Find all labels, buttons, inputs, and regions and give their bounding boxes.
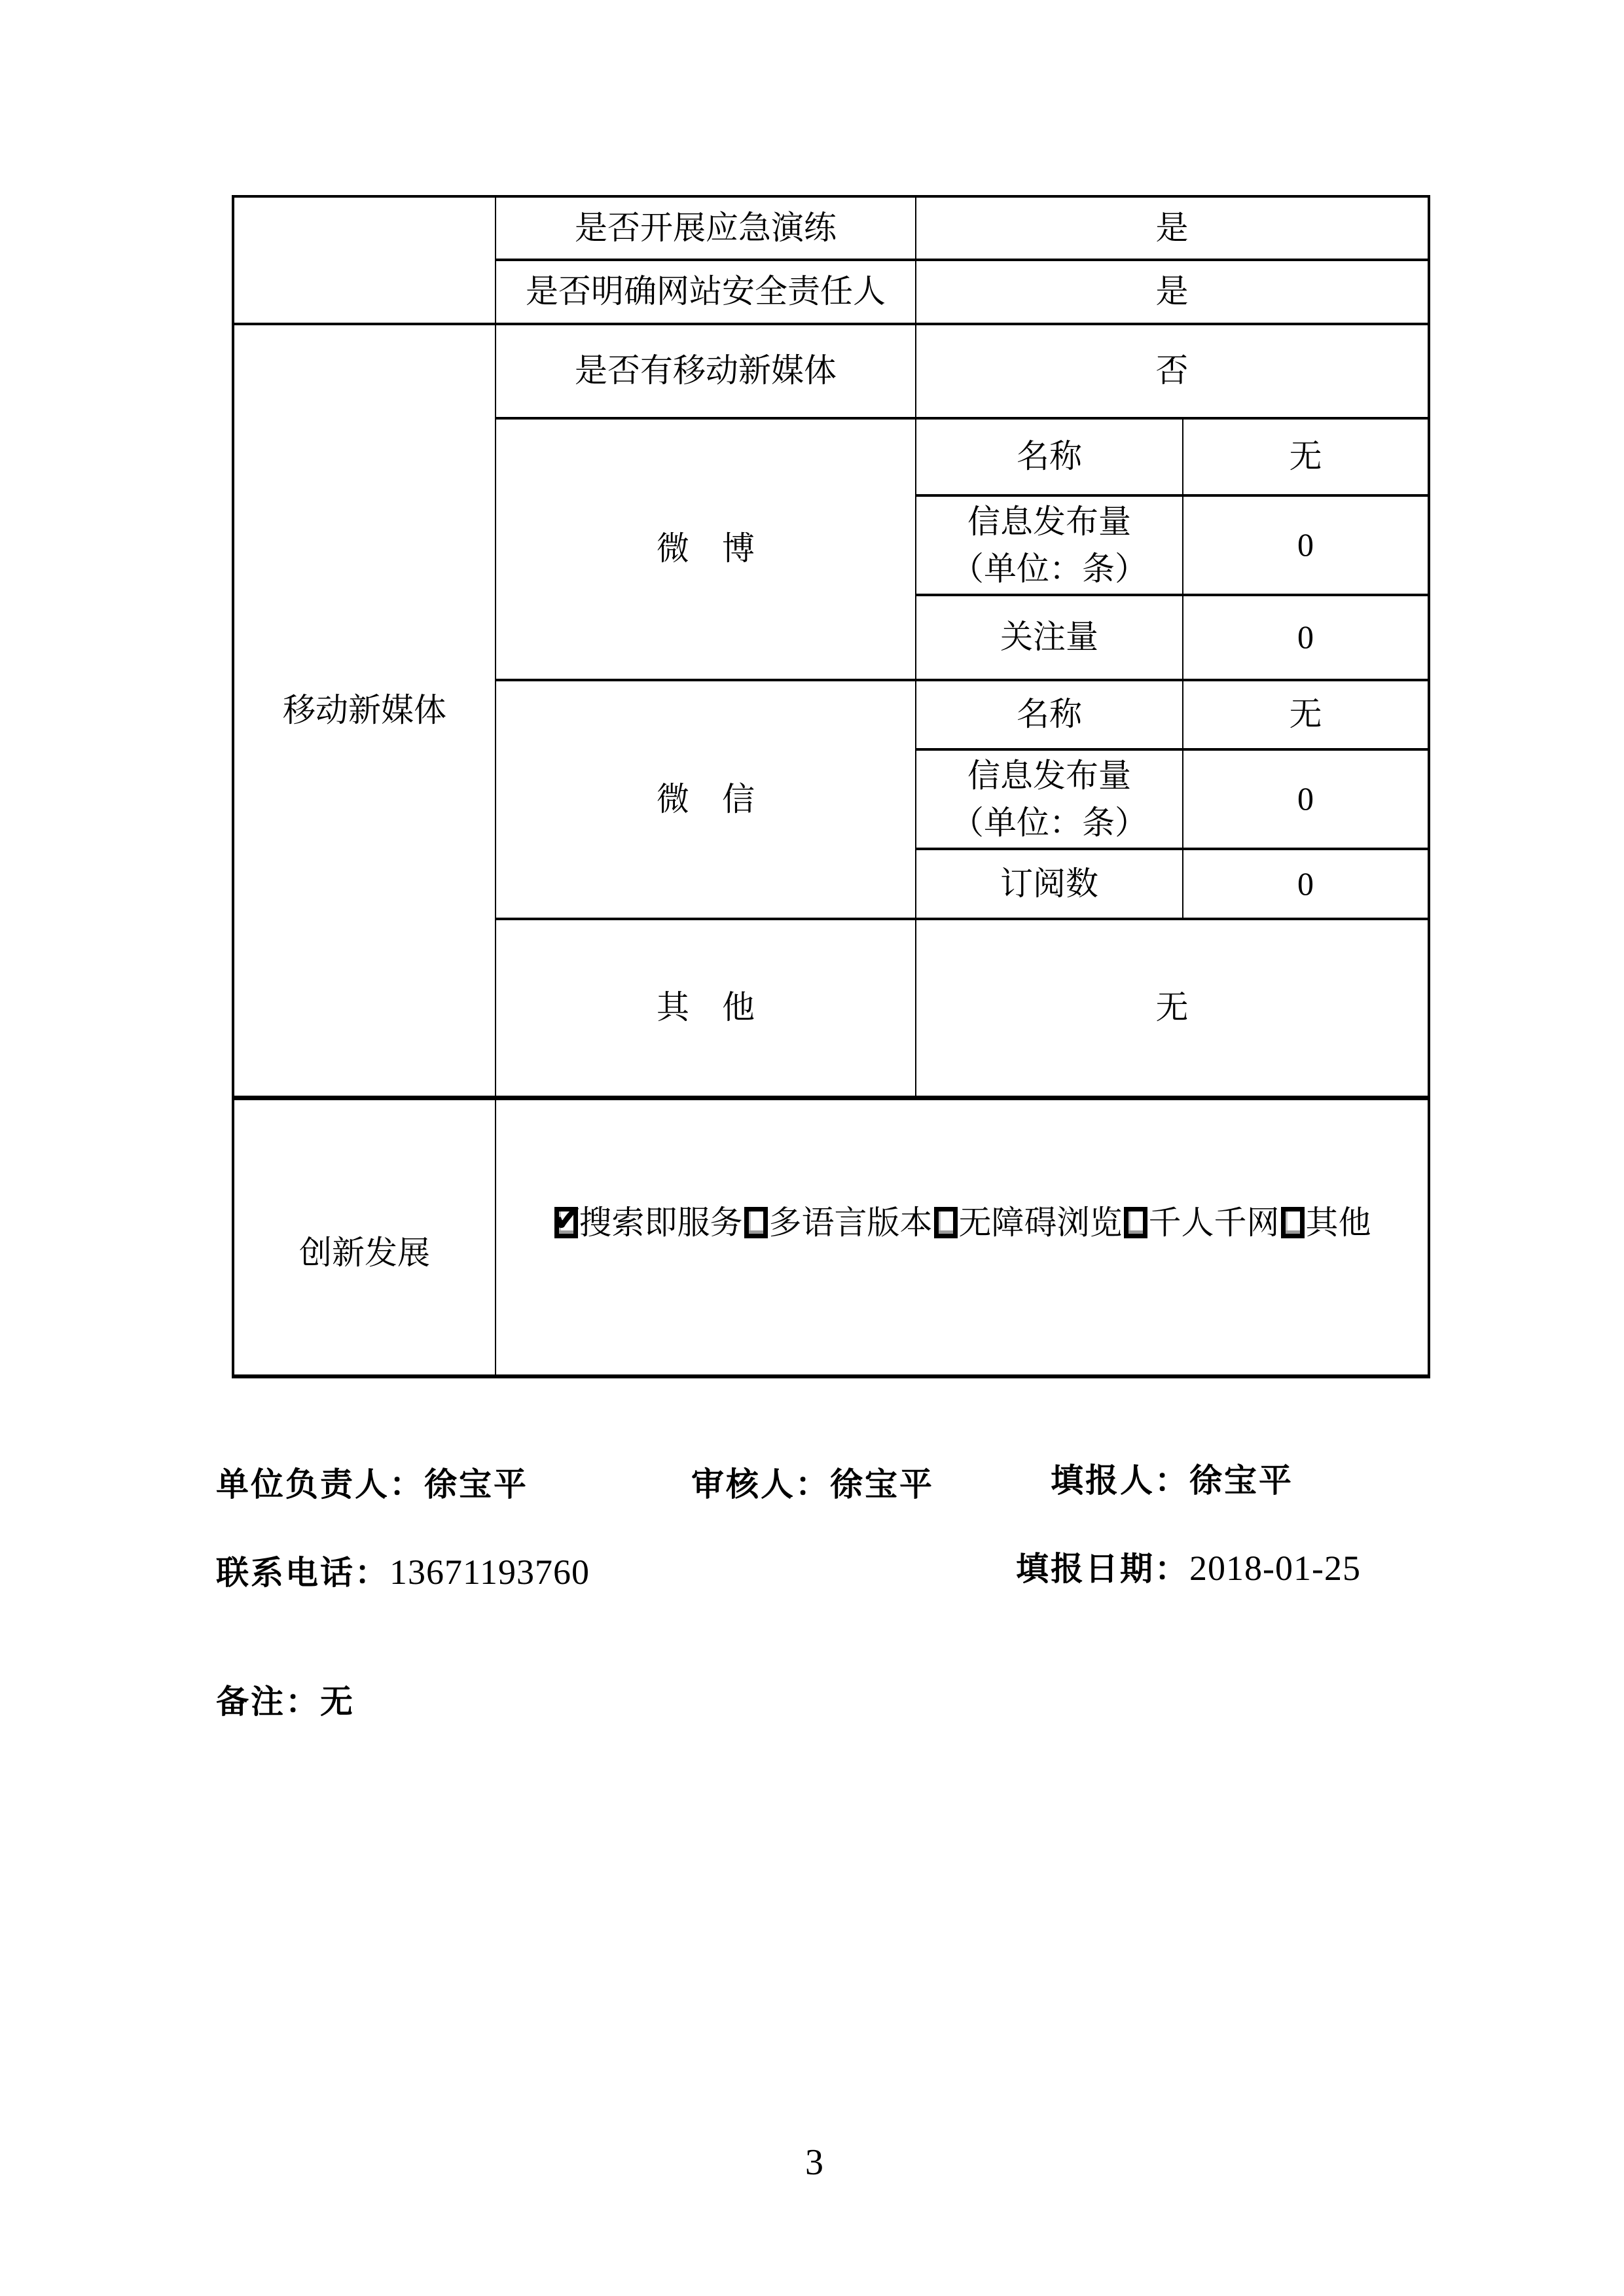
wechat-volume-label-text [916, 752, 1182, 846]
innovation-options-row [496, 1198, 1428, 1246]
filler-line [1051, 1454, 1293, 1501]
wechat-volume-label [916, 749, 1183, 849]
weibo-name-value: 无 [1183, 418, 1429, 495]
checkbox-multilingual [744, 1207, 768, 1238]
checkbox-other [1281, 1207, 1305, 1238]
innovation-option-label: 其他 [1305, 1204, 1371, 1241]
report-table [232, 195, 1430, 1378]
unit-responsible-line [216, 1458, 528, 1505]
label-line: （单位：条） [951, 804, 1147, 841]
phone-number: 13671193760 [389, 1552, 590, 1592]
wechat-volume-value: 0 [1183, 749, 1429, 849]
label-line: 信息发布量 [967, 757, 1131, 794]
report-date-label: 填报日期： [1016, 1551, 1189, 1587]
innovation-option-label: 多语言版本 [768, 1204, 933, 1241]
innovation-options-cell [496, 1098, 1429, 1376]
checkbox-personalized-web [1124, 1207, 1147, 1238]
unit-responsible-name: 徐宝平 [424, 1466, 528, 1503]
reviewer-label: 审核人： [691, 1466, 830, 1503]
security-group-cell-empty [233, 196, 496, 324]
filler-label: 填报人： [1051, 1462, 1189, 1499]
weibo-volume-value: 0 [1183, 495, 1429, 595]
has-mobile-media-label: 是否有移动新媒体 [496, 324, 916, 418]
phone-label: 联系电话： [216, 1554, 389, 1591]
page-number: 3 [805, 2142, 823, 2183]
weibo-volume-label-text [916, 498, 1182, 592]
reviewer-line [691, 1458, 934, 1505]
weibo-name-label: 名称 [916, 418, 1183, 495]
emergency-drill-value: 是 [916, 196, 1429, 260]
weibo-followers-value: 0 [1183, 595, 1429, 680]
other-media-label: 其 他 [496, 919, 916, 1098]
filler-name: 徐宝平 [1189, 1462, 1293, 1499]
checkbox-accessibility [934, 1207, 958, 1238]
table-row [233, 1098, 1429, 1376]
check-icon: ✔ [552, 1198, 583, 1241]
label-line: （单位：条） [951, 550, 1147, 587]
table-row [233, 196, 1429, 260]
table-row [233, 324, 1429, 418]
wechat-name-value: 无 [1183, 680, 1429, 749]
remarks-label: 备注： [216, 1683, 320, 1720]
mobile-media-group-label: 移动新媒体 [233, 324, 496, 1098]
label-line: 信息发布量 [967, 503, 1131, 540]
unit-responsible-label: 单位负责人： [216, 1466, 424, 1503]
innovation-option-label: 无障碍浏览 [958, 1204, 1123, 1241]
phone-line [216, 1547, 590, 1594]
remarks-line [216, 1676, 355, 1723]
weibo-group-label: 微 博 [496, 418, 916, 680]
wechat-subscribers-label: 订阅数 [916, 849, 1183, 919]
wechat-name-label: 名称 [916, 680, 1183, 749]
weibo-followers-label: 关注量 [916, 595, 1183, 680]
security-officer-value: 是 [916, 260, 1429, 324]
remarks-value: 无 [320, 1683, 355, 1720]
has-mobile-media-value: 否 [916, 324, 1429, 418]
emergency-drill-label: 是否开展应急演练 [496, 196, 916, 260]
innovation-group-label [233, 1098, 496, 1376]
reviewer-name: 徐宝平 [830, 1466, 934, 1503]
wechat-subscribers-value: 0 [1183, 849, 1429, 919]
checkbox-search-service [552, 1198, 583, 1241]
innovation-option-label: 搜索即服务 [579, 1204, 743, 1241]
innovation-group-label-text: 创新发展 [299, 1234, 430, 1271]
weibo-volume-label [916, 495, 1183, 595]
report-date-line [1016, 1543, 1361, 1590]
security-officer-label: 是否明确网站安全责任人 [496, 260, 916, 324]
other-media-value: 无 [916, 919, 1429, 1098]
innovation-option-label: 千人千网 [1148, 1204, 1280, 1241]
report-date-value: 2018-01-25 [1189, 1549, 1361, 1588]
wechat-group-label: 微 信 [496, 680, 916, 919]
